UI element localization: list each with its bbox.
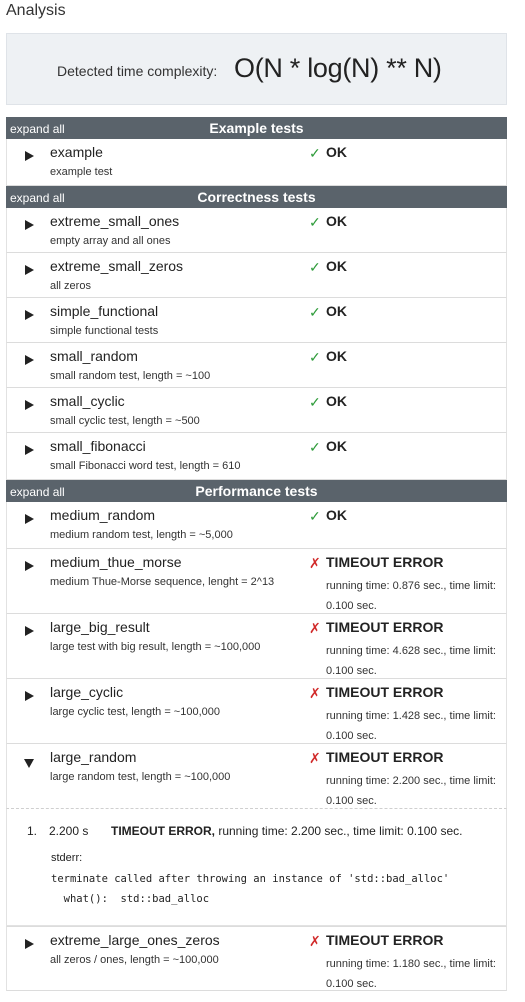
expand-arrow-icon[interactable] (25, 691, 34, 701)
test-description: small random test, length = ~100 (50, 370, 211, 382)
stderr-label: stderr: (51, 852, 83, 864)
test-status: TIMEOUT ERROR (326, 749, 444, 765)
expand-arrow-icon[interactable] (25, 626, 34, 636)
complexity-label: Detected time complexity: (57, 63, 218, 79)
check-icon: ✓ (309, 259, 321, 275)
test-name: medium_random (50, 507, 156, 523)
test-status: OK (326, 213, 347, 229)
test-row-extreme-small-zeros[interactable] (6, 253, 507, 298)
expand-arrow-icon[interactable] (25, 355, 34, 365)
group-title: Performance tests (195, 483, 318, 499)
expand-arrow-icon[interactable] (25, 310, 34, 320)
test-status: OK (326, 258, 347, 274)
test-row-large-big-result[interactable] (6, 614, 507, 679)
cross-icon: ✗ (309, 620, 321, 636)
test-description: small Fibonacci word test, length = 610 (50, 460, 241, 472)
test-status: OK (326, 348, 347, 364)
expand-arrow-icon[interactable] (25, 445, 34, 455)
check-icon: ✓ (309, 214, 321, 230)
test-row-small-random[interactable] (6, 343, 507, 388)
test-name: small_random (50, 348, 138, 364)
test-row-extreme-large-ones-zeros[interactable] (6, 926, 507, 991)
check-icon: ✓ (309, 304, 321, 320)
test-description: large random test, length = ~100,000 (50, 771, 231, 783)
test-description: all zeros (50, 280, 91, 292)
test-description: all zeros / ones, length = ~100,000 (50, 954, 219, 966)
test-description: medium random test, length = ~5,000 (50, 529, 233, 541)
cross-icon: ✗ (309, 685, 321, 701)
group-header-performance (6, 480, 507, 502)
expand-all-link[interactable]: expand all (10, 122, 65, 136)
test-description: large test with big result, length = ~100,000 (50, 641, 261, 653)
test-detail: running time: 2.200 sec., time limit: 0.100 sec. (326, 775, 496, 807)
cross-icon: ✗ (309, 933, 321, 949)
test-row-extreme-small-ones[interactable] (6, 208, 507, 253)
test-row-example[interactable] (6, 139, 507, 186)
check-icon: ✓ (309, 394, 321, 410)
test-status: OK (326, 144, 347, 160)
test-row-medium-thue-morse[interactable] (6, 549, 507, 614)
test-description: medium Thue-Morse sequence, lenght = 2^13 (50, 576, 275, 588)
complexity-panel (6, 33, 507, 105)
test-row-medium-random[interactable] (6, 502, 507, 549)
group-title: Example tests (209, 120, 304, 136)
check-icon: ✓ (309, 439, 321, 455)
expand-arrow-icon[interactable] (25, 939, 34, 949)
result-message (111, 824, 462, 838)
test-detail: running time: 1.428 sec., time limit: 0.100 sec. (326, 710, 496, 742)
test-description: large cyclic test, length = ~100,000 (50, 706, 220, 718)
test-name: extreme_small_zeros (50, 258, 184, 274)
expand-all-link[interactable]: expand all (10, 191, 65, 205)
test-name: simple_functional (50, 303, 159, 319)
group-title: Correctness tests (197, 189, 316, 205)
test-name: large_random (50, 749, 137, 765)
group-header-correctness (6, 186, 507, 208)
test-name: extreme_small_ones (50, 213, 180, 229)
test-detail: running time: 4.628 sec., time limit: 0.100 sec. (326, 645, 496, 677)
expand-arrow-icon[interactable] (25, 514, 34, 524)
test-description: empty array and all ones (50, 235, 171, 247)
result-text: running time: 2.200 sec., time limit: 0.100 sec. (215, 824, 463, 838)
test-row-simple-functional[interactable] (6, 298, 507, 343)
test-name: large_big_result (50, 619, 150, 635)
test-status: OK (326, 507, 347, 523)
test-status: TIMEOUT ERROR (326, 932, 444, 948)
test-row-large-cyclic[interactable] (6, 679, 507, 744)
test-name: extreme_large_ones_zeros (50, 932, 220, 948)
expand-arrow-icon[interactable] (25, 561, 34, 571)
expand-arrow-icon[interactable] (25, 265, 34, 275)
group-header-example (6, 117, 507, 139)
expand-arrow-icon[interactable] (25, 400, 34, 410)
complexity-value: O(N * log(N) ** N) (234, 53, 442, 83)
expand-arrow-icon[interactable] (25, 220, 34, 230)
test-status: TIMEOUT ERROR (326, 554, 444, 570)
check-icon: ✓ (309, 508, 321, 524)
test-row-large-random[interactable] (6, 744, 507, 808)
test-description: simple functional tests (50, 325, 159, 337)
test-row-small-fibonacci[interactable] (6, 433, 507, 480)
check-icon: ✓ (309, 349, 321, 365)
test-name: small_cyclic (50, 393, 125, 409)
result-time: 2.200 s (49, 824, 89, 838)
expand-arrow-icon[interactable] (25, 151, 34, 161)
test-name: medium_thue_morse (50, 554, 182, 570)
check-icon: ✓ (309, 145, 321, 161)
test-status: OK (326, 393, 347, 409)
test-description: small cyclic test, length = ~500 (50, 415, 200, 427)
test-status: OK (326, 303, 347, 319)
collapse-arrow-icon[interactable] (24, 759, 34, 768)
cross-icon: ✗ (309, 750, 321, 766)
page-title: Analysis (6, 2, 66, 19)
test-name: large_cyclic (50, 684, 124, 700)
test-status: OK (326, 438, 347, 454)
test-result-details (6, 808, 507, 926)
test-description: example test (50, 166, 113, 178)
test-name: example (50, 144, 103, 160)
expand-all-link[interactable]: expand all (10, 485, 65, 499)
test-detail: running time: 0.876 sec., time limit: 0.100 sec. (326, 580, 496, 612)
test-row-small-cyclic[interactable] (6, 388, 507, 433)
result-number: 1. (27, 824, 38, 838)
test-status: TIMEOUT ERROR (326, 684, 444, 700)
test-name: small_fibonacci (50, 438, 146, 454)
test-detail: running time: 1.180 sec., time limit: 0.100 sec. (326, 958, 496, 990)
result-status: TIMEOUT ERROR, (111, 824, 215, 838)
cross-icon: ✗ (309, 555, 321, 571)
stderr-output: terminate called after throwing an instance of 'std::bad_alloc' what(): std::bad_alloc (51, 873, 450, 905)
test-status: TIMEOUT ERROR (326, 619, 444, 635)
